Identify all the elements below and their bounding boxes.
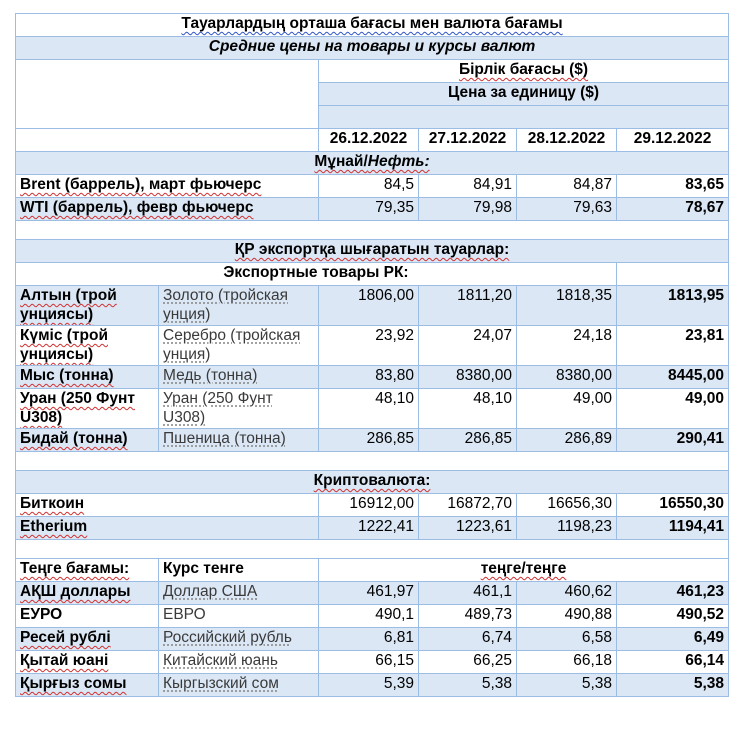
date-header: 29.12.2022 xyxy=(617,129,729,152)
price-cell: 16912,00 xyxy=(319,494,419,517)
price-cell: 1198,23 xyxy=(517,517,617,540)
latest-rate-cell: 6,49 xyxy=(617,628,729,651)
dates-row xyxy=(16,129,729,152)
crypto-name: Etherium xyxy=(16,517,319,540)
price-cell: 84,91 xyxy=(419,175,517,198)
commodity-name-ru: Золото (тройская унция) xyxy=(159,286,319,326)
currency-name-kz: Қытай юані xyxy=(16,651,159,674)
table-row xyxy=(16,628,729,651)
table-row xyxy=(16,674,729,697)
commodity-name-kz: Уран (250 Фунт U308) xyxy=(16,389,159,429)
currency-name-kz: Қырғыз сомы xyxy=(16,674,159,697)
price-cell: 24,07 xyxy=(419,326,517,366)
price-cell: 1806,00 xyxy=(319,286,419,326)
latest-rate-cell: 461,23 xyxy=(617,582,729,605)
rate-cell: 460,62 xyxy=(517,582,617,605)
price-cell: 286,89 xyxy=(517,429,617,452)
price-cell: 48,10 xyxy=(419,389,517,429)
blank-header-cell xyxy=(16,60,319,129)
price-cell: 79,98 xyxy=(419,198,517,221)
spacer-row xyxy=(16,221,729,240)
table-row xyxy=(16,651,729,674)
latest-rate-cell: 5,38 xyxy=(617,674,729,697)
price-cell: 48,10 xyxy=(319,389,419,429)
price-cell: 79,35 xyxy=(319,198,419,221)
rate-cell: 66,25 xyxy=(419,651,517,674)
rate-cell: 461,1 xyxy=(419,582,517,605)
export-header-ru: Экспортные товары РК: xyxy=(16,263,617,286)
price-table xyxy=(15,13,729,697)
crypto-name: Биткоин xyxy=(16,494,319,517)
unit-kz: Бірлік бағасы ($) xyxy=(319,60,729,83)
rate-cell: 490,1 xyxy=(319,605,419,628)
latest-price-cell: 8445,00 xyxy=(617,366,729,389)
latest-rate-cell: 66,14 xyxy=(617,651,729,674)
commodity-name-ru: Уран (250 Фунт U308) xyxy=(159,389,319,429)
title-row xyxy=(16,14,729,37)
spacer-row xyxy=(16,452,729,471)
rate-cell: 5,38 xyxy=(419,674,517,697)
price-document xyxy=(15,13,728,697)
spacer-row xyxy=(16,540,729,559)
price-cell: 1223,61 xyxy=(419,517,517,540)
commodity-name-kz: Алтын (трой унциясы) xyxy=(16,286,159,326)
latest-price-cell: 78,67 xyxy=(617,198,729,221)
table-row xyxy=(16,326,729,366)
rate-cell: 66,15 xyxy=(319,651,419,674)
price-cell: 1818,35 xyxy=(517,286,617,326)
table-row xyxy=(16,286,729,326)
tenge-header-ru: Курс тенге xyxy=(159,559,319,582)
price-cell: 286,85 xyxy=(319,429,419,452)
commodity-name-kz: Мыс (тонна) xyxy=(16,366,159,389)
commodity-name-ru: Серебро (тройская унция) xyxy=(159,326,319,366)
title-ru: Средние цены на товары и курсы валют xyxy=(16,37,729,60)
unit-ru: Цена за единицу ($) xyxy=(319,83,729,106)
export-header-ru-row xyxy=(16,263,729,286)
currency-name-kz: АҚШ доллары xyxy=(16,582,159,605)
price-cell: 23,92 xyxy=(319,326,419,366)
currency-name-ru: ЕВРО xyxy=(159,605,319,628)
table-row xyxy=(16,366,729,389)
commodity-name: WTI (баррель), февр фьючерс xyxy=(16,198,319,221)
price-cell: 16872,70 xyxy=(419,494,517,517)
price-cell: 16656,30 xyxy=(517,494,617,517)
currency-name-kz: ЕУРО xyxy=(16,605,159,628)
latest-price-cell: 23,81 xyxy=(617,326,729,366)
rate-cell: 6,81 xyxy=(319,628,419,651)
unit-kz-row xyxy=(16,60,729,83)
latest-price-cell: 49,00 xyxy=(617,389,729,429)
crypto-header-row xyxy=(16,471,729,494)
rate-cell: 5,38 xyxy=(517,674,617,697)
price-cell: 83,80 xyxy=(319,366,419,389)
currency-name-ru: Доллар США xyxy=(159,582,319,605)
rate-cell: 6,58 xyxy=(517,628,617,651)
latest-rate-cell: 490,52 xyxy=(617,605,729,628)
tenge-header-unit: теңге/теңге xyxy=(319,559,729,582)
commodity-name: Brent (баррель), март фьючерс xyxy=(16,175,319,198)
rate-cell: 489,73 xyxy=(419,605,517,628)
currency-name-ru: Кыргызский сом xyxy=(159,674,319,697)
price-cell: 1811,20 xyxy=(419,286,517,326)
commodity-name-ru: Пшеница (тонна) xyxy=(159,429,319,452)
price-cell: 79,63 xyxy=(517,198,617,221)
latest-price-cell: 1813,95 xyxy=(617,286,729,326)
title-kz: Тауарлардың орташа бағасы мен валюта бағамы xyxy=(16,14,729,37)
subtitle-row xyxy=(16,37,729,60)
price-cell: 49,00 xyxy=(517,389,617,429)
date-header: 28.12.2022 xyxy=(517,129,617,152)
tenge-header-kz: Теңге бағамы: xyxy=(16,559,159,582)
rate-cell: 461,97 xyxy=(319,582,419,605)
date-header: 26.12.2022 xyxy=(319,129,419,152)
rate-cell: 6,74 xyxy=(419,628,517,651)
date-header: 27.12.2022 xyxy=(419,129,517,152)
table-row xyxy=(16,605,729,628)
commodity-name-kz: Бидай (тонна) xyxy=(16,429,159,452)
price-cell: 8380,00 xyxy=(517,366,617,389)
commodity-name-kz: Күміс (трой унциясы) xyxy=(16,326,159,366)
currency-name-ru: Российский рубль xyxy=(159,628,319,651)
latest-price-cell: 16550,30 xyxy=(617,494,729,517)
commodity-name-ru: Медь (тонна) xyxy=(159,366,319,389)
latest-price-cell: 290,41 xyxy=(617,429,729,452)
price-cell: 1222,41 xyxy=(319,517,419,540)
rate-cell: 66,18 xyxy=(517,651,617,674)
rate-cell: 490,88 xyxy=(517,605,617,628)
currency-name-kz: Ресей рублі xyxy=(16,628,159,651)
table-row xyxy=(16,582,729,605)
oil-header: Мұнай/Нефть: xyxy=(16,152,729,175)
rate-cell: 5,39 xyxy=(319,674,419,697)
export-header-row xyxy=(16,240,729,263)
crypto-header: Криптовалюта: xyxy=(16,471,729,494)
latest-price-cell: 83,65 xyxy=(617,175,729,198)
tenge-header-row xyxy=(16,559,729,582)
price-cell: 8380,00 xyxy=(419,366,517,389)
table-row xyxy=(16,494,729,517)
currency-name-ru: Китайский юань xyxy=(159,651,319,674)
export-header-kz: ҚР экспортқа шығаратын тауарлар: xyxy=(16,240,729,263)
table-row xyxy=(16,198,729,221)
table-row xyxy=(16,175,729,198)
oil-header-row xyxy=(16,152,729,175)
price-cell: 24,18 xyxy=(517,326,617,366)
table-row xyxy=(16,389,729,429)
latest-price-cell: 1194,41 xyxy=(617,517,729,540)
table-row xyxy=(16,517,729,540)
price-cell: 84,87 xyxy=(517,175,617,198)
table-row xyxy=(16,429,729,452)
price-cell: 84,5 xyxy=(319,175,419,198)
price-cell: 286,85 xyxy=(419,429,517,452)
